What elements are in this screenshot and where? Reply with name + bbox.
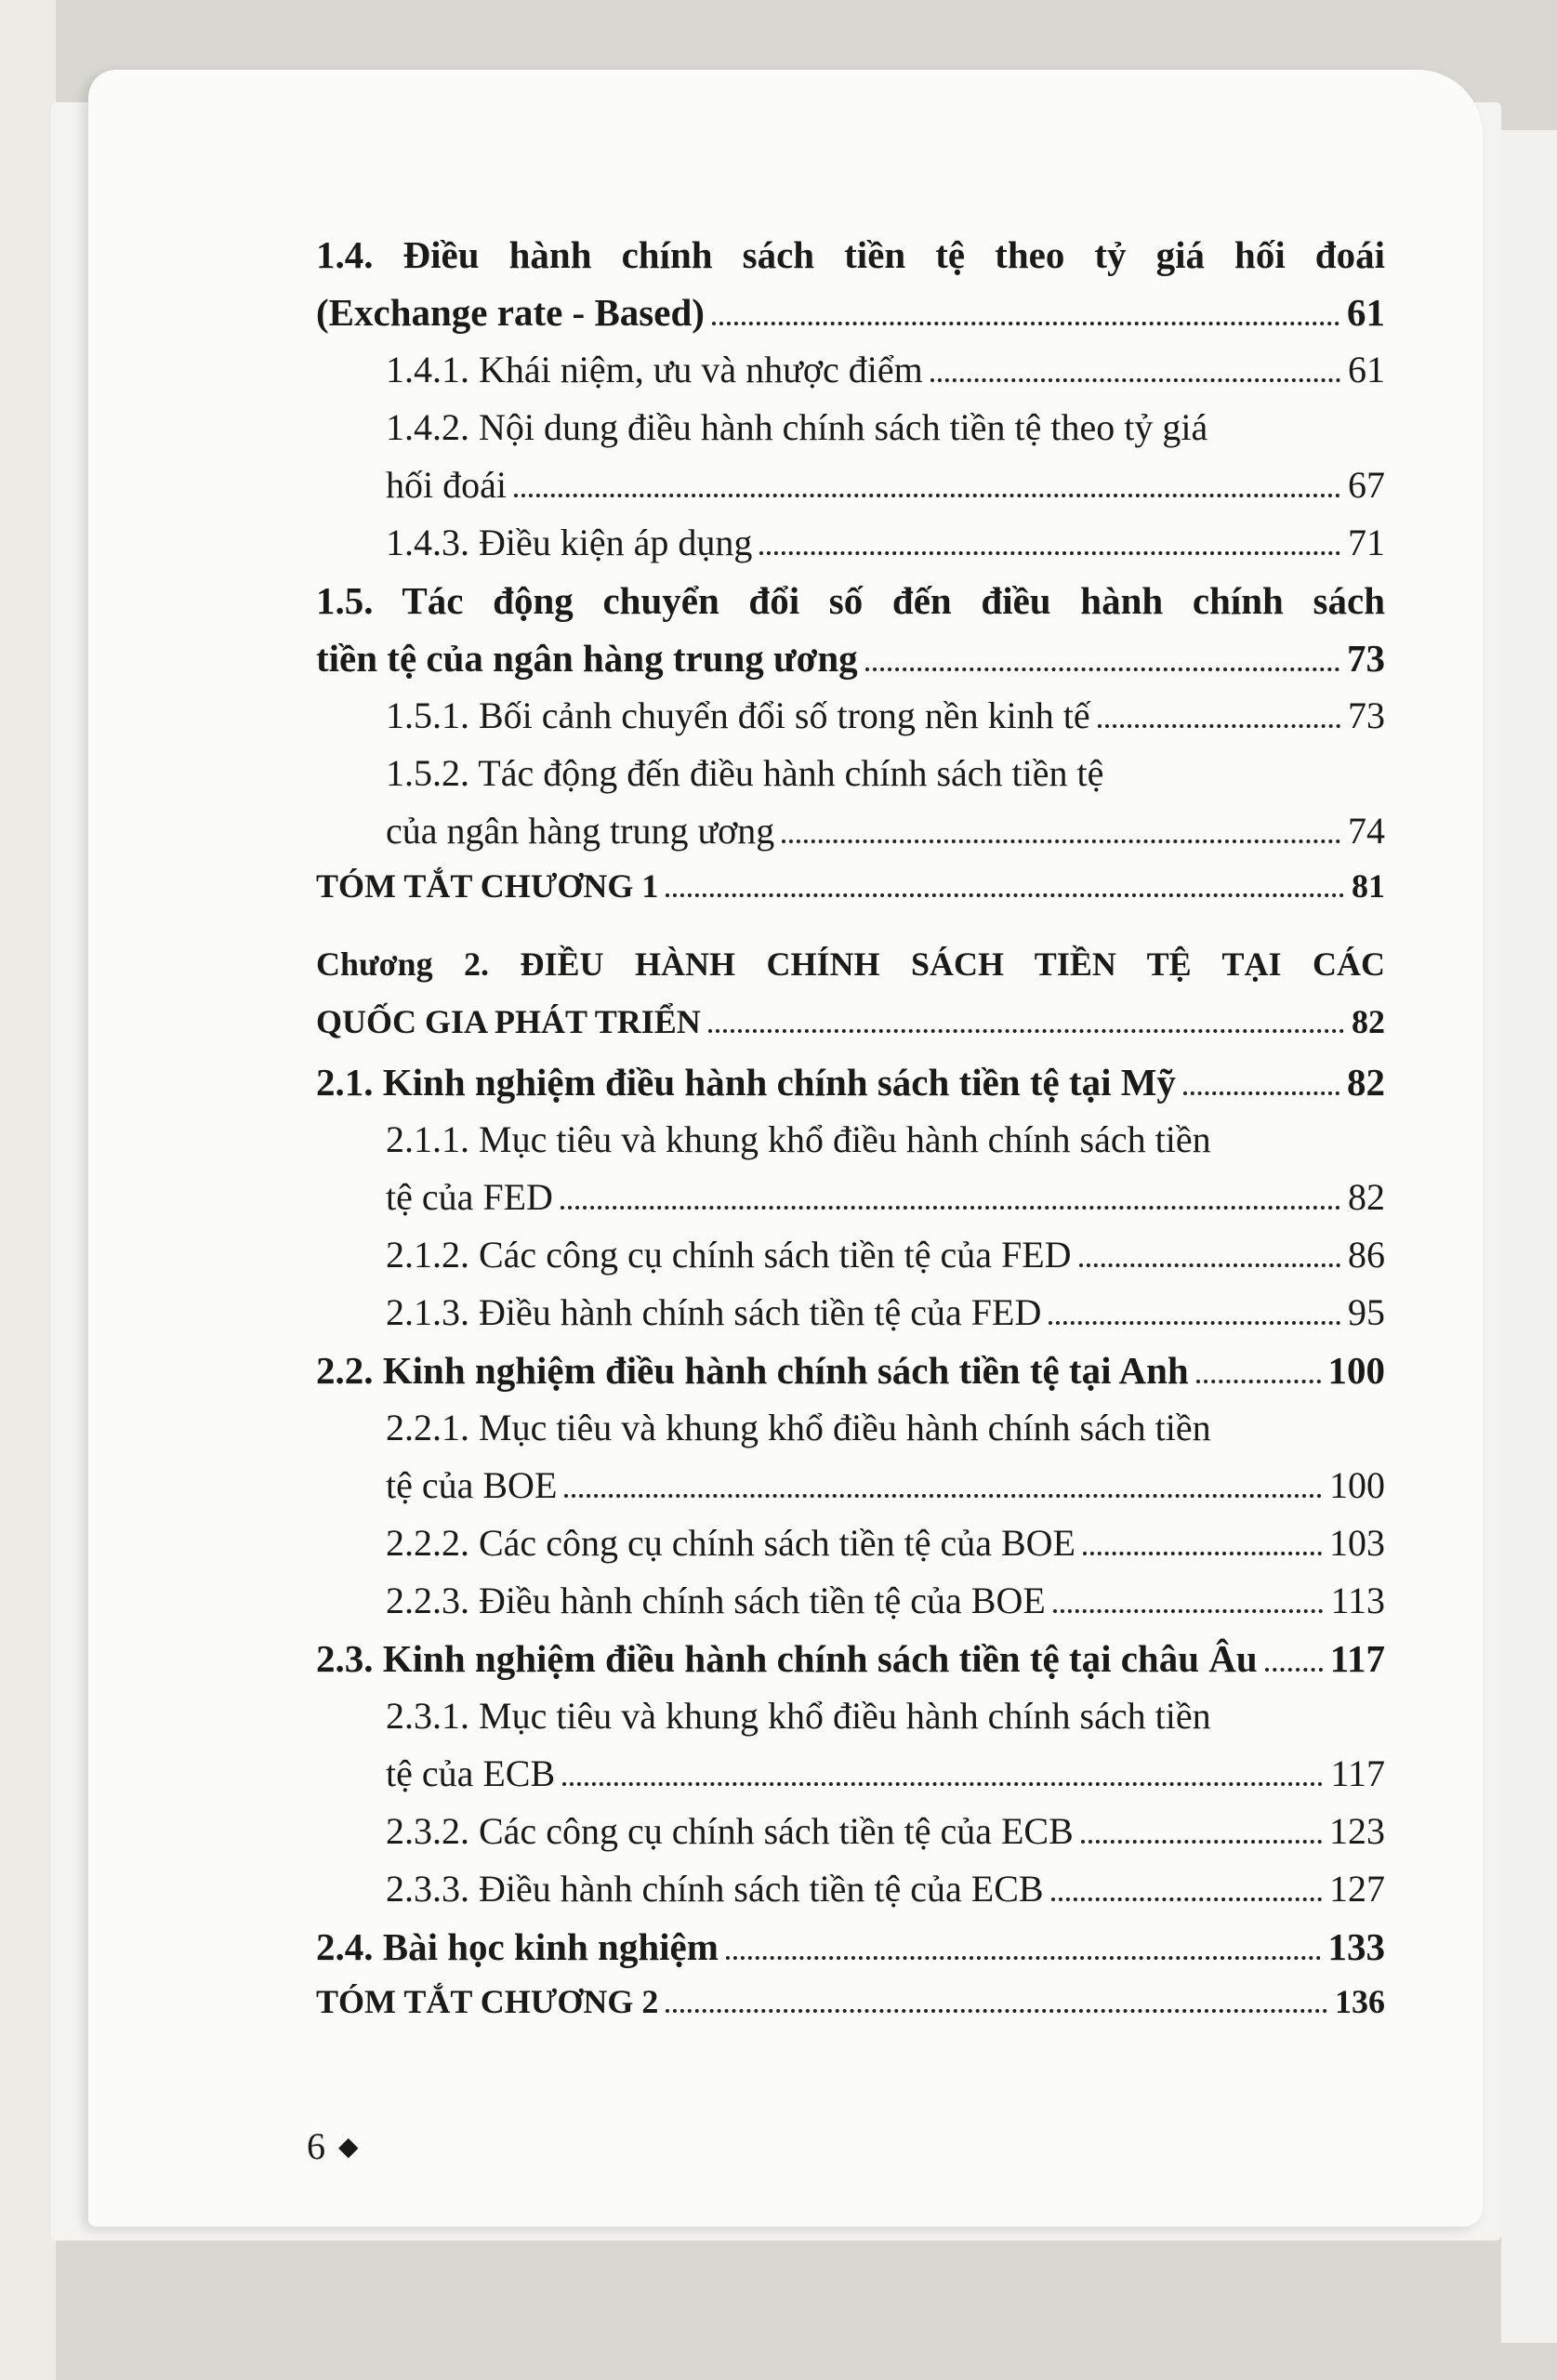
toc-entry-title: 1.4.1. Khái niệm, ưu và nhược điểm [386, 349, 923, 390]
toc-entry [316, 751, 1385, 809]
toc-entry-title: (Exchange rate - Based) [316, 291, 705, 334]
toc-entry-title: TÓM TẮT CHƯƠNG 1 [316, 867, 659, 905]
dot-leader [1051, 1897, 1322, 1901]
toc-entry [316, 405, 1385, 463]
toc-entry-title: tệ của BOE [386, 1464, 558, 1506]
toc-entry [316, 1060, 1385, 1117]
toc-entry [316, 1982, 1385, 2040]
table-of-contents [316, 232, 1385, 2040]
toc-entry [316, 348, 1385, 405]
dot-leader [666, 893, 1344, 897]
dot-leader [1083, 1552, 1322, 1555]
dot-leader [514, 494, 1340, 497]
dot-leader [666, 2009, 1327, 2013]
toc-entry [316, 1924, 1385, 1982]
toc-entry-page: 123 [1329, 1810, 1385, 1852]
dot-leader [708, 1029, 1344, 1033]
toc-entry-page: 133 [1327, 1925, 1385, 1968]
toc-entry-title: 2.4. Bài học kinh nghiệm [316, 1925, 719, 1968]
toc-entry-page: 100 [1329, 1464, 1385, 1506]
toc-entry-title: 2.2.2. Các công cụ chính sách tiền tệ của BOE [386, 1522, 1075, 1564]
toc-entry-page: 100 [1327, 1349, 1385, 1392]
toc-entry-title: của ngân hàng trung ương [386, 810, 775, 852]
dot-leader [1183, 1091, 1339, 1095]
toc-entry [316, 945, 1385, 1002]
dot-leader [1098, 724, 1340, 728]
toc-entry [316, 578, 1385, 636]
toc-entry [316, 636, 1385, 694]
toc-entry-title: 1.4.3. Điều kiện áp dụng [386, 522, 753, 563]
dot-leader [782, 840, 1340, 843]
toc-entry [316, 809, 1385, 866]
toc-entry [316, 1002, 1385, 1060]
toc-entry-page: 113 [1330, 1580, 1385, 1621]
toc-entry [316, 1348, 1385, 1406]
toc-entry-title: TÓM TẮT CHƯƠNG 2 [316, 1983, 659, 2020]
toc-entry [316, 1117, 1385, 1175]
dot-leader [561, 1206, 1340, 1210]
dot-leader [930, 378, 1340, 382]
toc-entry [316, 290, 1385, 348]
toc-entry-title: 2.3.3. Điều hành chính sách tiền tệ của ECB [386, 1868, 1044, 1910]
toc-entry-title: tiền tệ của ngân hàng trung ương [316, 637, 858, 680]
toc-entry-title: 2.1.3. Điều hành chính sách tiền tệ của FED [386, 1291, 1042, 1333]
toc-entry-title: Chương 2. ĐIỀU HÀNH CHÍNH SÁCH TIỀN TỆ TẠI CÁC [316, 945, 1385, 983]
toc-entry-page: 74 [1348, 810, 1385, 852]
dot-leader [726, 1956, 1321, 1960]
toc-entry-title: 2.3.2. Các công cụ chính sách tiền tệ của ECB [386, 1810, 1074, 1852]
toc-entry-title: 2.1.2. Các công cụ chính sách tiền tệ của FED [386, 1234, 1072, 1276]
toc-entry [316, 1233, 1385, 1290]
toc-entry [316, 232, 1385, 290]
next-page-edge [1501, 130, 1557, 2343]
toc-entry-title: QUỐC GIA PHÁT TRIỂN [316, 1003, 701, 1040]
toc-entry-page: 82 [1352, 1003, 1385, 1040]
toc-entry-title: tệ của ECB [386, 1752, 556, 1794]
toc-entry-title: 1.5. Tác động chuyển đổi số đến điều hành chính sách [316, 579, 1385, 622]
toc-entry-page: 71 [1348, 522, 1385, 563]
dot-leader [712, 322, 1339, 325]
toc-entry-page: 61 [1348, 349, 1385, 390]
dot-leader [1265, 1668, 1323, 1672]
toc-entry-title: 2.3.1. Mục tiêu và khung khổ điều hành chính sách tiền [386, 1695, 1211, 1737]
toc-entry-title: 2.1. Kinh nghiệm điều hành chính sách tiền tệ tại Mỹ [316, 1061, 1176, 1104]
dot-leader [564, 1494, 1322, 1498]
toc-entry-title: 2.3. Kinh nghiệm điều hành chính sách tiền tệ tại châu Âu [316, 1637, 1258, 1680]
toc-entry-title: 1.5.2. Tác động đến điều hành chính sách tiền tệ [386, 752, 1104, 794]
toc-entry [316, 1579, 1385, 1636]
dot-leader [1196, 1380, 1321, 1383]
page-number: 6 [307, 2125, 325, 2167]
toc-entry-page: 95 [1348, 1291, 1385, 1333]
dot-leader [865, 668, 1339, 671]
toc-entry-title: 2.2. Kinh nghiệm điều hành chính sách tiền tệ tại Anh [316, 1349, 1189, 1392]
toc-entry-title: 1.4.2. Nội dung điều hành chính sách tiền tệ theo tỷ giá [386, 406, 1208, 448]
page-footer [307, 2124, 359, 2168]
toc-entry-title: tệ của FED [386, 1176, 553, 1218]
dot-leader [1053, 1609, 1324, 1613]
toc-entry [316, 463, 1385, 521]
toc-entry-page: 73 [1348, 694, 1385, 736]
toc-entry-page: 117 [1330, 1752, 1385, 1794]
toc-entry [316, 1175, 1385, 1233]
toc-entry [316, 1752, 1385, 1809]
toc-entry [316, 1406, 1385, 1463]
toc-entry-page: 82 [1348, 1176, 1385, 1218]
toc-entry-title: 1.5.1. Bối cảnh chuyển đổi số trong nền kinh tế [386, 694, 1090, 736]
dot-leader [759, 551, 1340, 555]
toc-entry-page: 73 [1347, 637, 1385, 680]
dot-leader [1049, 1321, 1340, 1325]
toc-entry-title: 1.4. Điều hành chính sách tiền tệ theo tỷ giá hối đoái [316, 233, 1385, 276]
toc-entry [316, 521, 1385, 578]
diamond-ornament-icon: ◆ [338, 2133, 359, 2162]
dot-leader [562, 1782, 1323, 1786]
toc-entry [316, 1694, 1385, 1752]
toc-entry [316, 1463, 1385, 1521]
toc-entry-page: 136 [1335, 1983, 1385, 2020]
toc-entry [316, 866, 1385, 924]
toc-entry-title: 2.2.3. Điều hành chính sách tiền tệ của BOE [386, 1580, 1046, 1621]
toc-entry-page: 127 [1329, 1868, 1385, 1910]
dot-leader [1081, 1840, 1322, 1844]
toc-entry [316, 694, 1385, 751]
toc-entry [316, 1290, 1385, 1348]
toc-entry-title: 2.1.1. Mục tiêu và khung khổ điều hành chính sách tiền [386, 1118, 1211, 1160]
toc-entry-page: 117 [1329, 1637, 1385, 1680]
toc-entry-page: 67 [1348, 464, 1385, 506]
toc-entry-page: 86 [1348, 1234, 1385, 1276]
toc-entry-title: hối đoái [386, 464, 507, 506]
dot-leader [1079, 1263, 1340, 1267]
toc-entry [316, 1636, 1385, 1694]
toc-entry [316, 1521, 1385, 1579]
toc-entry [316, 1867, 1385, 1924]
toc-entry-page: 61 [1347, 291, 1385, 334]
toc-entry-page: 82 [1347, 1061, 1385, 1104]
toc-entry-title: 2.2.1. Mục tiêu và khung khổ điều hành chính sách tiền [386, 1407, 1211, 1448]
toc-entry-page: 81 [1352, 867, 1385, 905]
toc-entry [316, 1809, 1385, 1867]
background-left [0, 0, 56, 2380]
toc-entry-page: 103 [1329, 1522, 1385, 1564]
